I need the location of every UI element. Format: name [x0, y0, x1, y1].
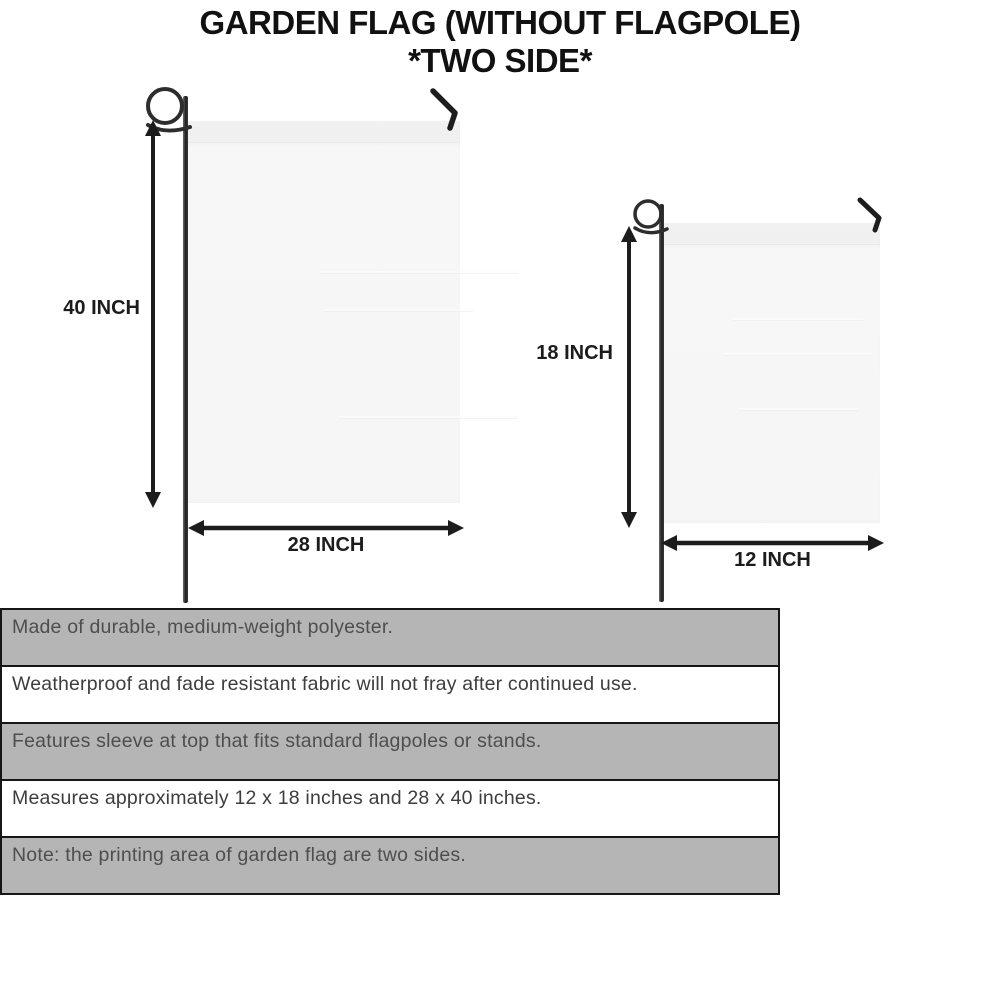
feature-row: [2, 667, 778, 724]
flag-crease: [318, 271, 518, 273]
small-flag-width-label: 12 INCH: [734, 549, 811, 571]
features-table: [0, 608, 780, 895]
feature-row: [2, 781, 778, 838]
flag-crease: [723, 353, 873, 355]
large-flag-height-arrow: [144, 120, 162, 508]
feature-text: Made of durable, medium-weight polyester.: [12, 616, 394, 638]
flag-crease: [738, 408, 858, 410]
large-flag-panel: [188, 121, 460, 503]
page-subtitle: *TWO SIDE*: [408, 42, 592, 79]
feature-row: [2, 724, 778, 781]
feature-text: Note: the printing area of garden flag are two sides.: [12, 844, 466, 866]
large-flag-hook-icon: [428, 86, 468, 134]
title-block: [0, 4, 1000, 80]
small-flag-sleeve-seam: [663, 244, 880, 245]
small-flag-height-label: 18 INCH: [536, 342, 613, 364]
large-flag-height-label: 40 INCH: [63, 297, 140, 319]
flag-crease: [733, 318, 863, 320]
feature-text: Measures approximately 12 x 18 inches and 28 x 40 inches.: [12, 787, 542, 809]
flag-crease: [338, 416, 518, 418]
feature-text: Features sleeve at top that fits standard flagpoles or stands.: [12, 730, 542, 752]
page-title: GARDEN FLAG (WITHOUT FLAGPOLE): [199, 4, 801, 41]
feature-text: Weatherproof and fade resistant fabric will not fray after continued use.: [12, 673, 638, 695]
small-flag-panel: [663, 223, 880, 523]
flag-crease: [323, 309, 473, 311]
feature-row: [2, 838, 778, 893]
feature-row: [2, 610, 778, 667]
large-flag-width-label: 28 INCH: [287, 534, 365, 556]
small-flag-height-arrow: [620, 226, 638, 528]
large-flag-sleeve-seam: [188, 142, 460, 143]
small-flag-hook-icon: [856, 196, 892, 236]
